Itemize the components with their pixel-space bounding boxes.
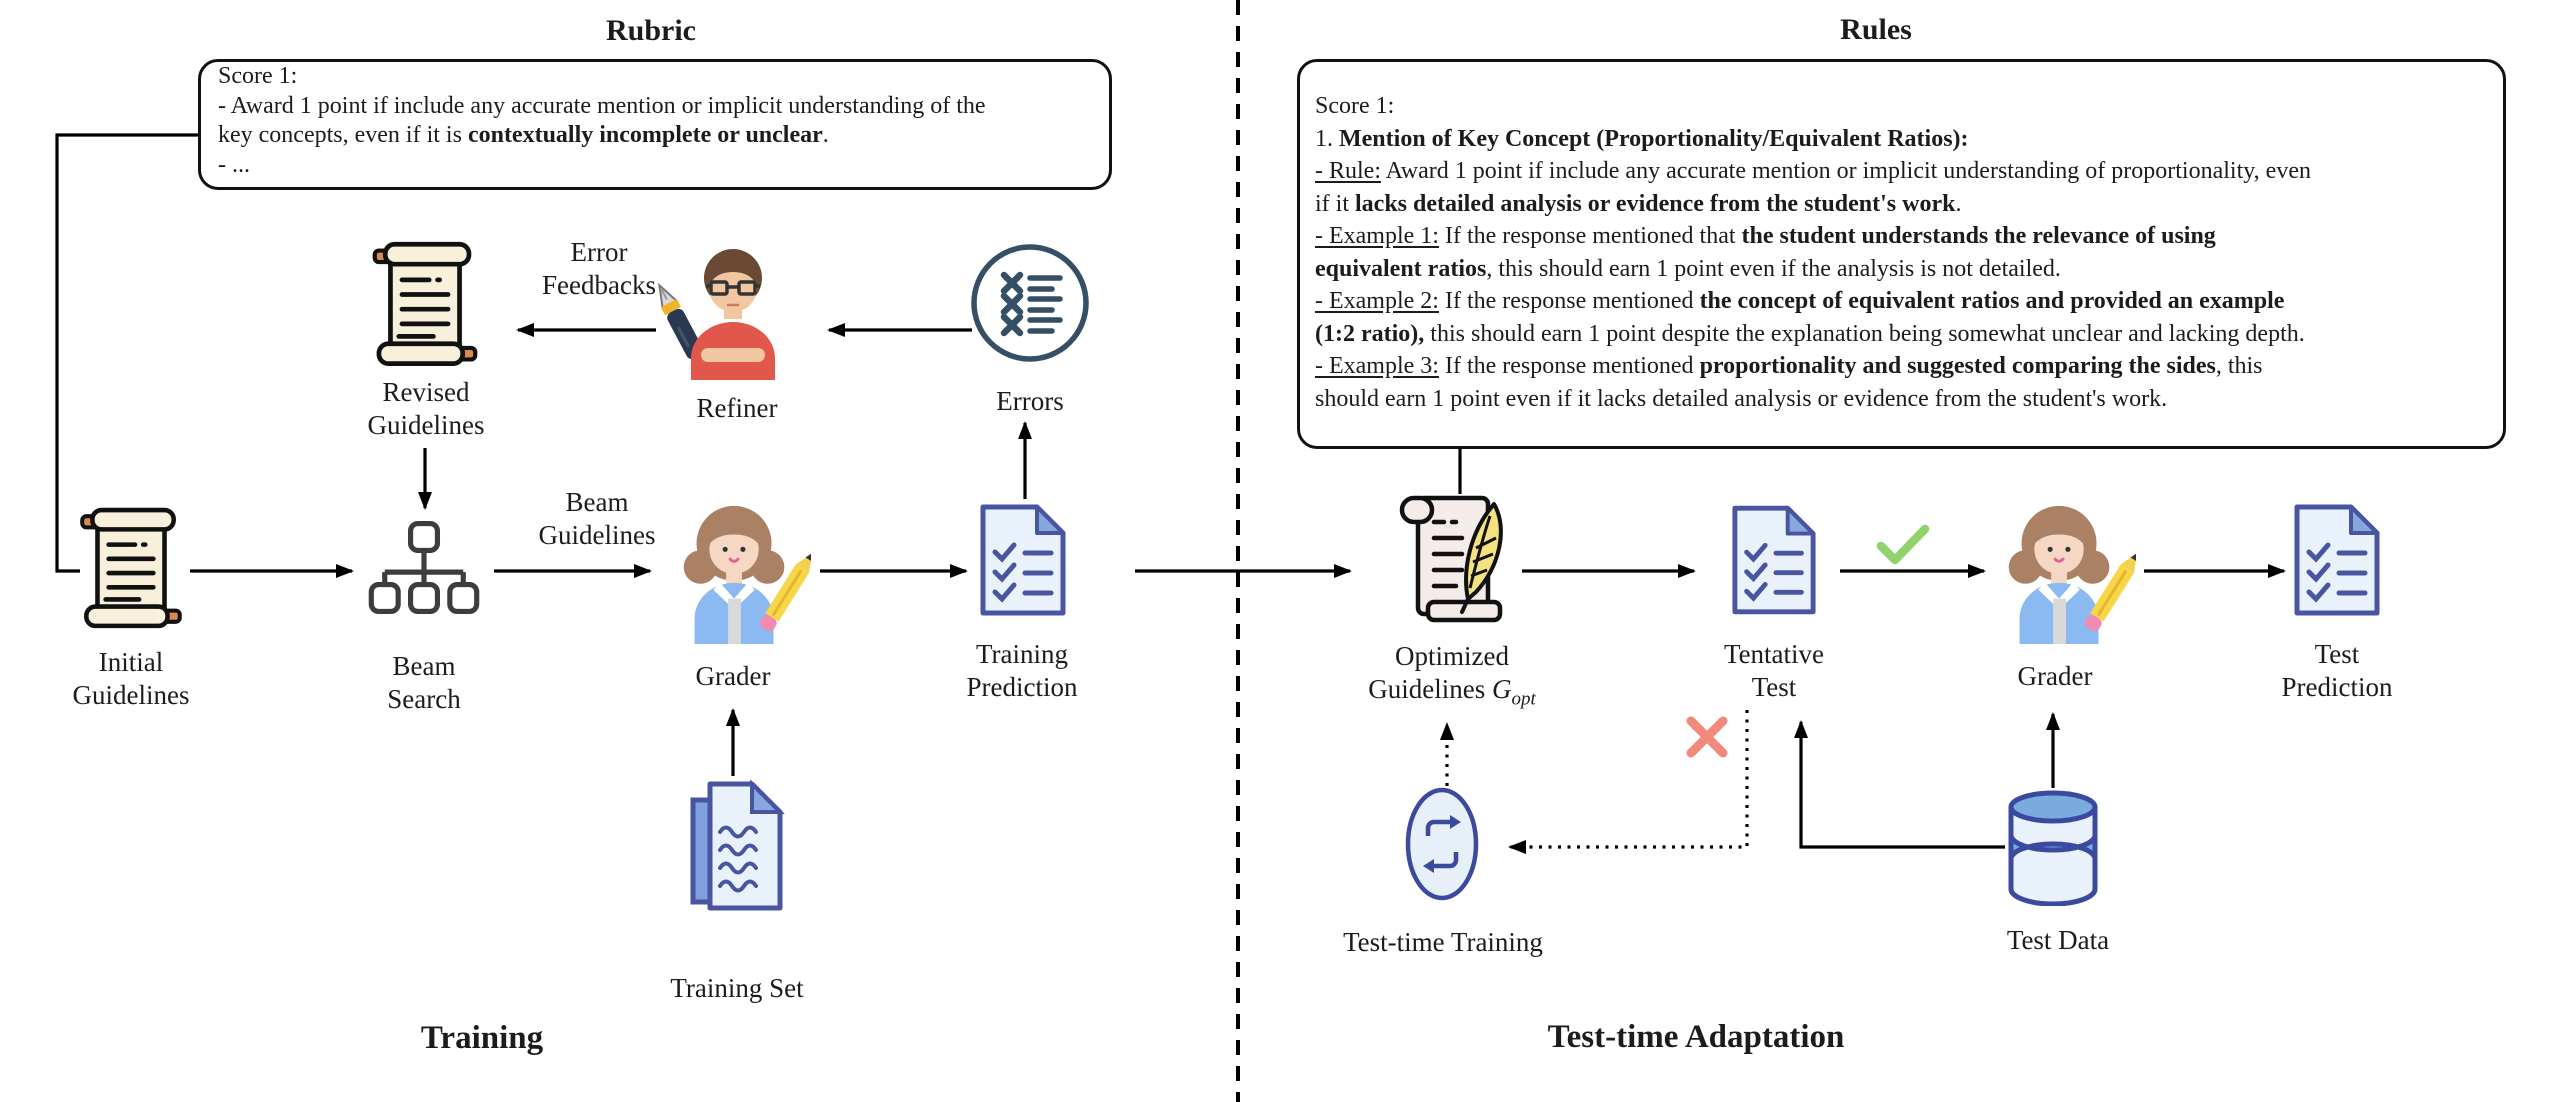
green-check-icon [1876,524,1930,566]
red-cross-icon [1684,714,1730,760]
adaptation-section-title: Test-time Adaptation [1547,1019,1845,1055]
rubric-title: Rubric [606,14,696,47]
training-prediction-label: Training Prediction [966,639,1078,702]
rules-text: Score 1: 1. Mention of Key Concept (Proportionality/Equivalent Ratios): - Rule: Award 1 point if include any accurate mention or implicit understanding of proportionality, even if it lacks detailed analysis or evidence from the student's work. - Example 1: If the response mentioned that the student understands the relevance of using equivalent ratios, this should earn 1 point even if the analysis is not detailed. - Example 2: If the response mentioned the concept of equivalent ratios and provided an example (1:2 ratio), this should earn 1 point despite the explanation being somewhat unclear and lacking depth. - Example 3: If the response mentioned proportionality and suggested comparing the sides, this should earn 1 point even if it lacks detailed analysis or evidence from the student's work. [1315,93,2311,412]
errors-list-icon [968,241,1092,365]
revised-guidelines-scroll-icon [372,238,478,372]
refiner-label: Refiner [696,393,778,423]
tentative-test-label: Tentative Test [1723,639,1825,702]
errors-label: Errors [996,386,1064,416]
tentative-test-doc-icon [1730,503,1818,617]
beam-guidelines-label: Beam Guidelines [538,487,656,550]
test-prediction-label: Test Prediction [2281,639,2393,702]
initial-guidelines-scroll-icon [80,504,182,634]
test-prediction-doc-icon [2292,503,2382,617]
refiner-avatar [645,240,805,380]
optimized-guidelines-label-line2: Guidelines $G_{opt}$ [1368,674,1536,710]
initial-guidelines-label: Initial Guidelines [72,647,190,710]
test-data-label: Test Data [2006,925,2110,955]
grader-train-avatar [663,494,811,644]
error-feedbacks-label: Error Feedbacks [542,237,656,300]
rules-title: Rules [1840,13,1912,46]
grader-train-label: Grader [695,661,771,691]
optimized-guidelines-label-line1: Optimized [1395,641,1509,671]
optimized-guidelines-label [1368,640,1536,715]
optimized-guidelines-scroll-icon [1394,492,1512,628]
grader-test-label: Grader [2017,661,2093,691]
test-time-training-cycle-icon [1404,786,1480,902]
beam-search-tree-icon [362,520,486,616]
beam-search-label: Beam Search [387,651,461,714]
arrow-testdata-to-tentative [1801,722,2005,847]
training-section-title: Training [420,1020,544,1056]
rubric-text: Score 1: - Award 1 point if include any accurate mention or implicit understanding of the key concepts, even if it is contextually incomplete or unclear. - ... [218,63,986,178]
grader-test-avatar [1988,494,2136,644]
training-set-docs-icon [688,780,788,920]
test-time-training-label: Test-time Training [1343,927,1543,957]
test-data-database-icon [2005,790,2101,906]
training-set-label: Training Set [670,973,804,1003]
revised-guidelines-label: Revised Guidelines [367,377,485,440]
training-prediction-doc-icon [978,503,1068,617]
